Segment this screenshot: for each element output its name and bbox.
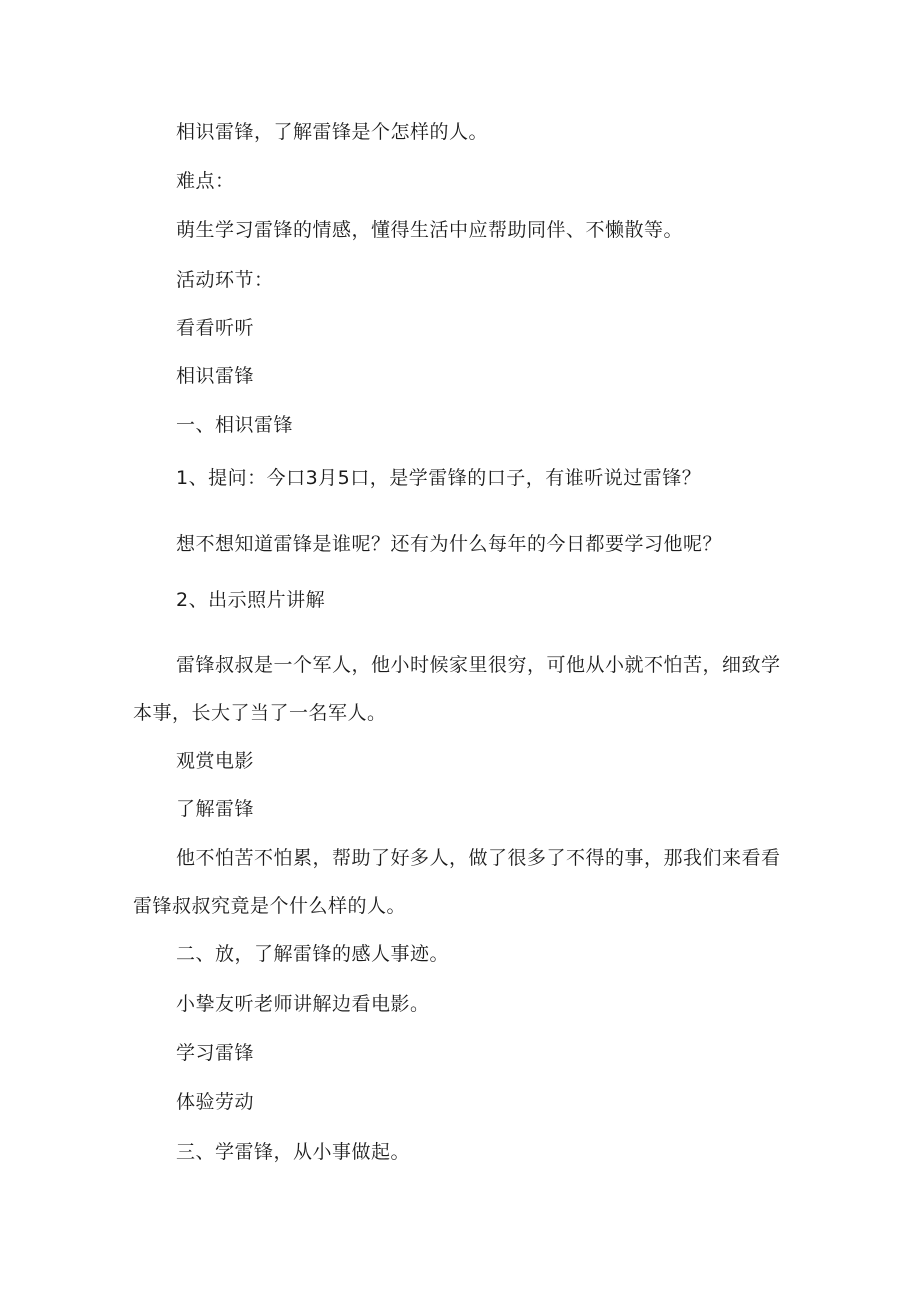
text-line: 2、出示照片讲解 <box>176 589 326 611</box>
text-line: 了解雷锋 <box>176 798 255 820</box>
text-paragraph: 雷锋叔叔是一个军人，他小时候家里很穷，可他从小就不怕苦，细致学本事，长大了当了一名军人。 <box>133 654 781 724</box>
text-line: 相识雷锋 <box>176 365 255 387</box>
text-line: 活动环节： <box>176 269 274 291</box>
text-line: 难点： <box>176 170 235 192</box>
text-line: 一、相识雷锋 <box>176 414 294 436</box>
text-line: 小挚友听老师讲解边看电影。 <box>176 993 430 1015</box>
text-line: 相识雷锋，了解雷锋是个怎样的人。 <box>176 121 489 143</box>
text-line: 想不想知道雷锋是谁呢？还有为什么每年的今日都要学习他呢？ <box>176 533 723 555</box>
text-line: 观赏电影 <box>176 750 255 772</box>
text-line: 三、学雷锋，从小事做起。 <box>176 1141 411 1163</box>
text-line: 萌生学习雷锋的情感，懂得生活中应帮助同伴、不懒散等。 <box>176 219 684 241</box>
text-line: 看看听听 <box>176 317 255 339</box>
text-line: 体验劳动 <box>176 1091 255 1113</box>
text-line: 学习雷锋 <box>176 1042 255 1064</box>
text-paragraph: 他不怕苦不怕累，帮助了好多人，做了很多了不得的事，那我们来看看雷锋叔叔究竟是个什么样的人。 <box>133 847 781 917</box>
text-line: 1、提问：今口3月5口，是学雷锋的口子，有谁听说过雷锋？ <box>176 467 702 489</box>
text-line: 二、放，了解雷锋的感人事迹。 <box>176 943 450 965</box>
